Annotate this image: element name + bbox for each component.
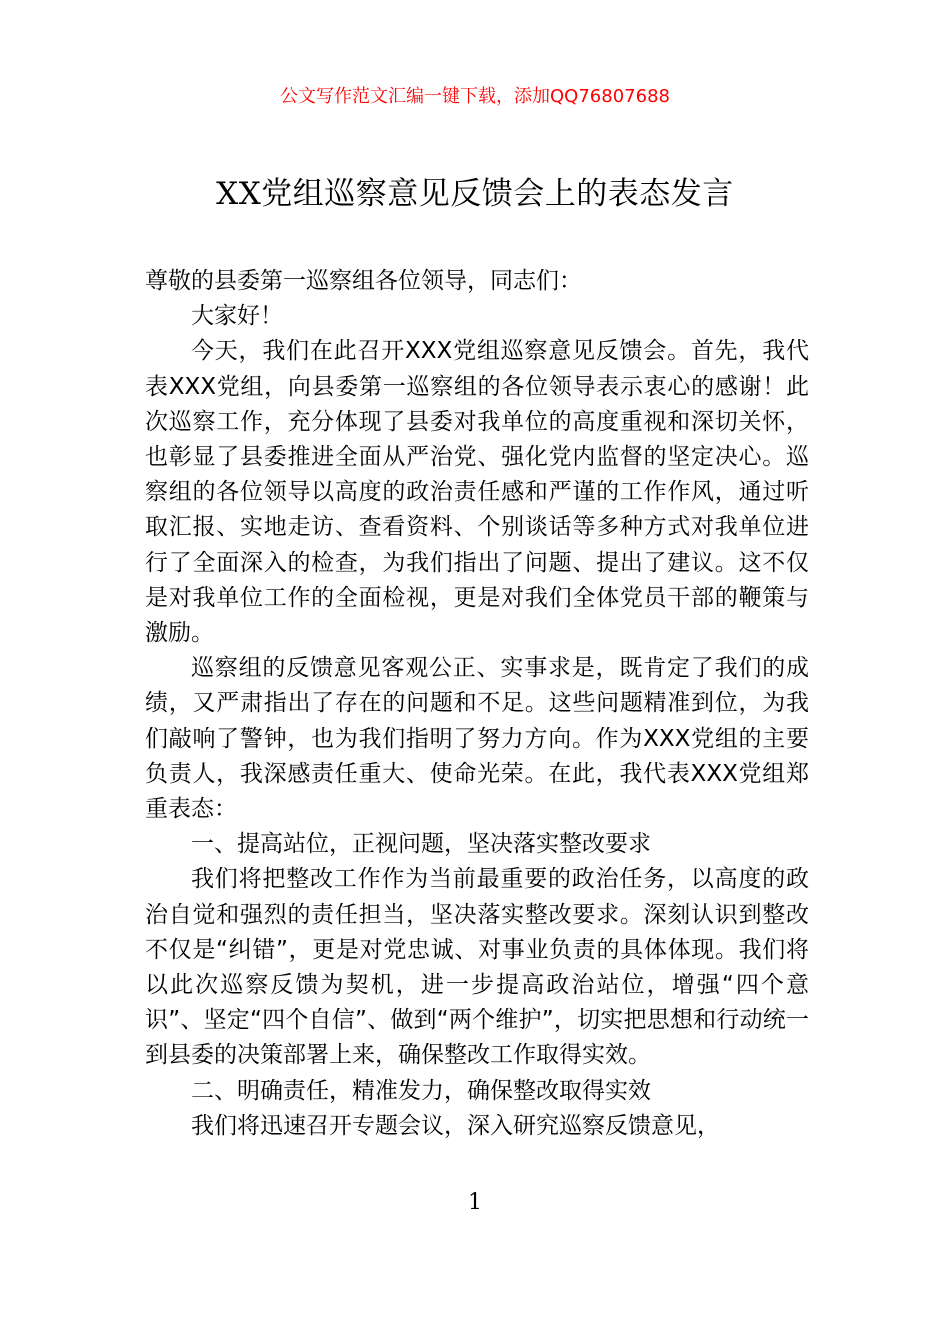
paragraph: 我们将把整改工作作为当前最重要的政治任务，以高度的政治自觉和强烈的责任担当，坚决落实整改要求。深刻认识到整改不仅是“纠错”，更是对党忠诚、对事业负责的具体体现。我们将以此次巡察反馈为契机，进一步提高政治站位，增强“四个意识”、坚定“四个自信”、做到“两个维护”，切实把思想和行动统一到县委的决策部署上来，确保整改工作取得实效。 xyxy=(145,866,809,1069)
page-number: 1 xyxy=(468,1190,482,1215)
paragraph: 我们将迅速召开专题会议，深入研究巡察反馈意见， xyxy=(191,1112,720,1139)
document-body xyxy=(145,264,809,1144)
download-banner: 公文写作范文汇编一键下载，添加QQ76807688 xyxy=(280,86,670,107)
paragraph: 巡察组的反馈意见客观公正、实事求是，既肯定了我们的成绩，又严肃指出了存在的问题和不足。这些问题精准到位，为我们敲响了警钟，也为我们指明了努力方向。作为XXX党组的主要负责人，我深感责任重大、使命光荣。在此，我代表XXX党组郑重表态： xyxy=(145,655,809,823)
paragraph: 今天，我们在此召开XXX党组巡察意见反馈会。首先，我代表XXX党组，向县委第一巡察组的各位领导表示衷心的感谢！此次巡察工作，充分体现了县委对我单位的高度重视和深切关怀，也彰显了县委推进全面从严治党、强化党内监督的坚定决心。巡察组的各位领导以高度的政治责任感和严谨的工作作风，通过听取汇报、实地走访、查看资料、个别谈话等多种方式对我单位进行了全面深入的检查，为我们指出了问题、提出了建议。这不仅是对我单位工作的全面检视，更是对我们全体党员干部的鞭策与激励。 xyxy=(145,338,809,647)
section-heading: 一、提高站位，正视问题，坚决落实整改要求 xyxy=(191,831,651,858)
document-title: XX党组巡察意见反馈会上的表态发言 xyxy=(216,176,734,212)
salutation: 尊敬的县委第一巡察组各位领导，同志们： xyxy=(145,268,582,294)
section-heading: 二、明确责任，精准发力，确保整改取得实效 xyxy=(191,1077,651,1104)
paragraph: 大家好！ xyxy=(191,303,283,330)
